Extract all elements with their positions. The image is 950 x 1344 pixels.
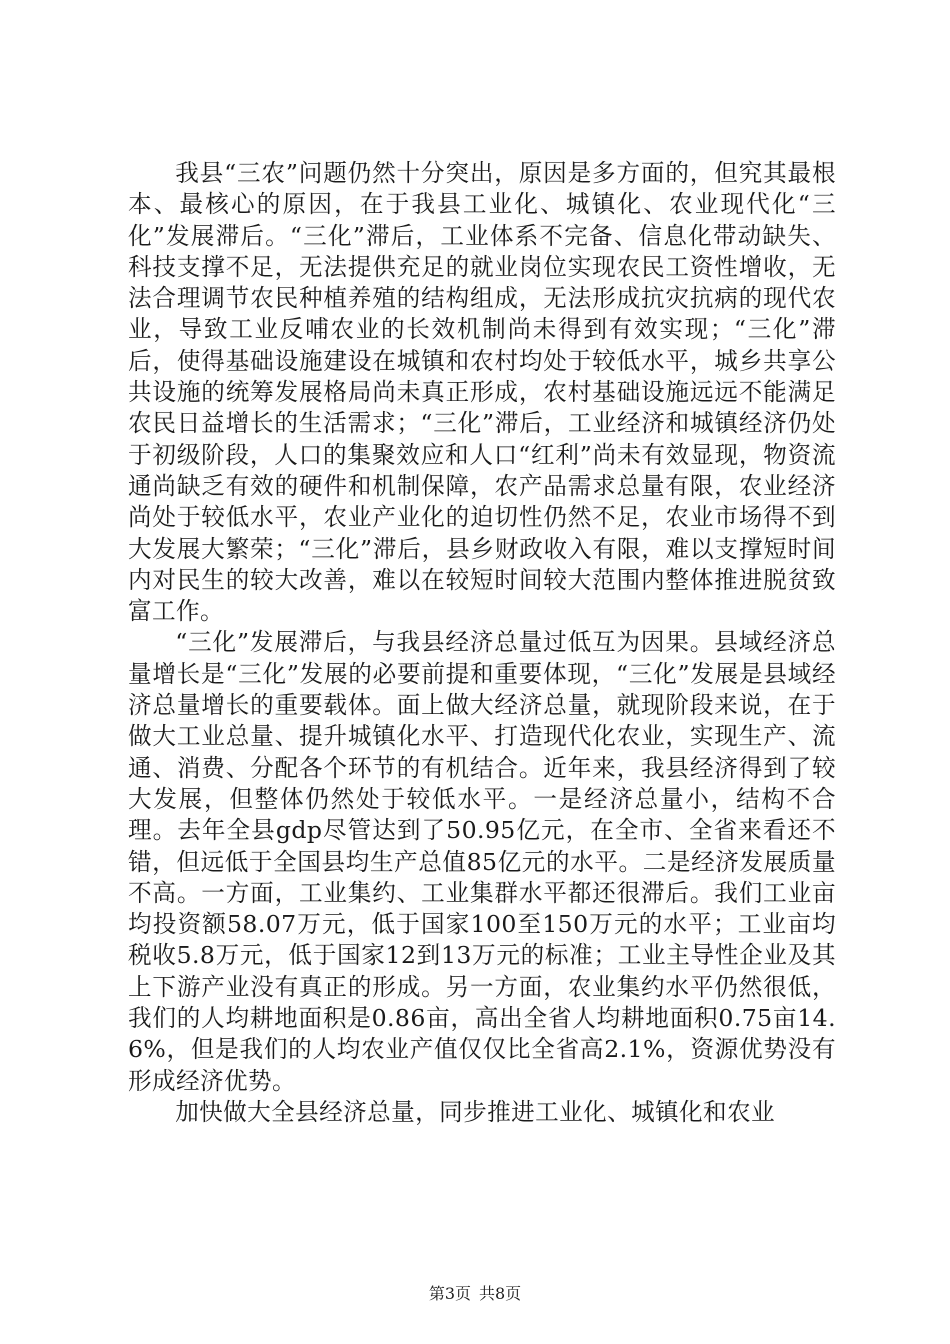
- page-number: 第3页: [428, 1284, 471, 1303]
- paragraph: “三化”发展滞后，与我县经济总量过低互为因果。县域经济总量增长是“三化”发展的必要前提和重要体现，“三化”发展是县域经济总量增长的重要载体。面上做大经济总量，就现阶段来说，在于做大工业总量、提升城镇化水平、打造现代化农业，实现生产、流通、消费、分配各个环节的有机结合。近年来，我县经济得到了较大发展，但整体仍然处于较低水平。一是经济总量小，结构不合理。去年全县gdp尽管达到了50.95亿元，在全市、全省来看还不错，但远低于全国县均生产总值85亿元的水平。二是经济发展质量不高。一方面，工业集约、工业集群水平都还很滞后。我们工业亩均投资额58.07万元，低于国家100至150万元的水平；工业亩均税收5.8万元，低于国家12到13万元的标准；工业主导性企业及其上下游产业没有真正的形成。另一方面，农业集约水平仍然很低，我们的人均耕地面积是0.86亩，高出全省人均耕地面积0.75亩14.6%，但是我们的人均农业产值仅仅比全省高2.1%，资源优势没有形成经济优势。: [128, 628, 836, 1095]
- page-footer: [0, 1281, 950, 1304]
- paragraph: 加快做大全县经济总量，同步推进工业化、城镇化和农业: [175, 1097, 776, 1126]
- document-body: [128, 158, 836, 1128]
- page-total: 共8页: [479, 1284, 522, 1303]
- paragraph: 我县“三农”问题仍然十分突出，原因是多方面的，但究其最根本、最核心的原因，在于我县工业化、城镇化、农业现代化“三化”发展滞后。“三化”滞后，工业体系不完备、信息化带动缺失、科技支撑不足，无法提供充足的就业岗位实现农民工资性增收，无法合理调节农民种植养殖的结构组成，无法形成抗灾抗病的现代农业，导致工业反哺农业的长效机制尚未得到有效实现；“三化”滞后，使得基础设施建设在城镇和农村均处于较低水平，城乡共享公共设施的统筹发展格局尚未真正形成，农村基础设施远远不能满足农民日益增长的生活需求；“三化”滞后，工业经济和城镇经济仍处于初级阶段，人口的集聚效应和人口“红利”尚未有效显现，物资流通尚缺乏有效的硬件和机制保障，农产品需求总量有限，农业经济尚处于较低水平，农业产业化的迫切性仍然不足，农业市场得不到大发展大繁荣；“三化”滞后，县乡财政收入有限，难以支撑短时间内对民生的较大改善，难以在较短时间较大范围内整体推进脱贫致富工作。: [128, 159, 836, 626]
